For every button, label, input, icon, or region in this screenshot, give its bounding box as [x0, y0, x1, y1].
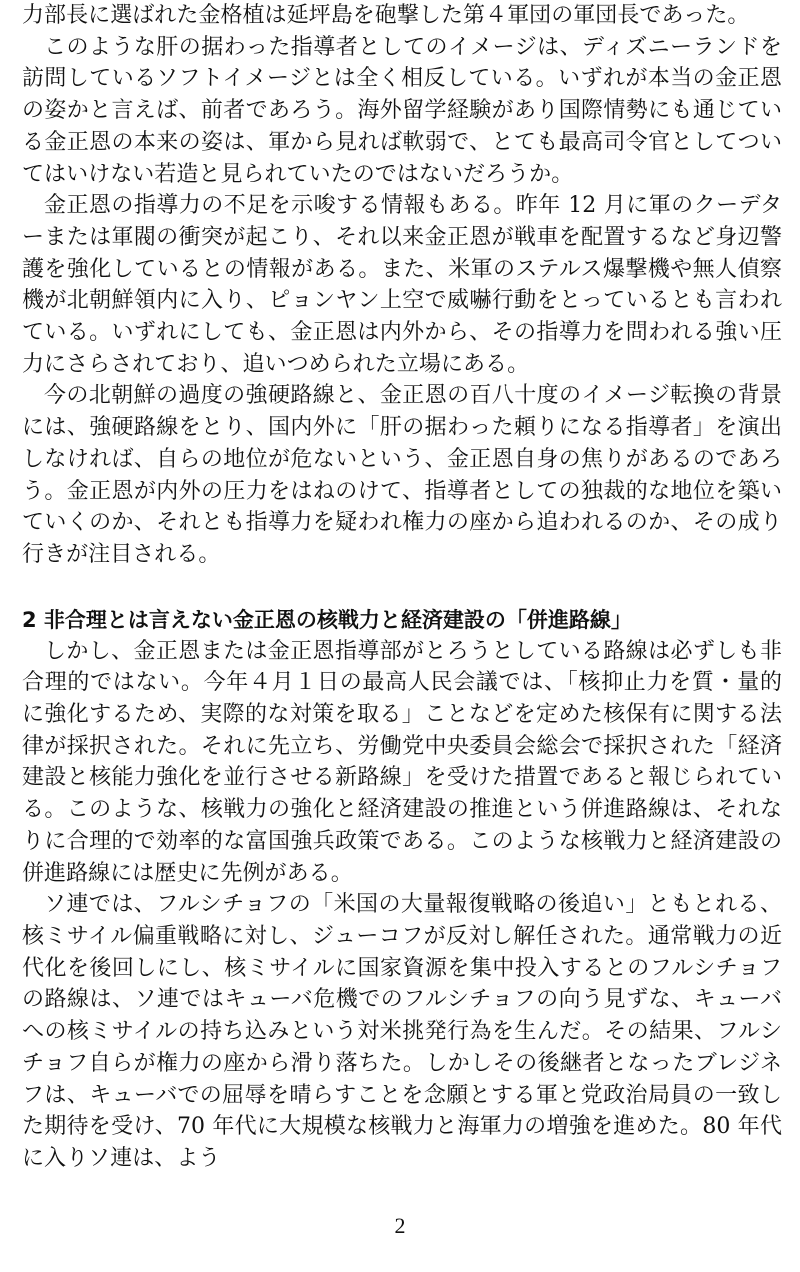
body-text-bottom [22, 636, 782, 1175]
paragraph: 金正恩の指導力の不足を示唆する情報もある。昨年 12 月に軍のクーデターまたは軍閥の衝突が起こり、それ以来金正恩が戦車を配置するなど身辺警護を強化しているとの情報がある。また、米軍のステルス爆撃機や無人偵察機が北朝鮮領内に入り、ピョンヤン上空で威嚇行動をとっているとも言われている。いずれにしても、金正恩は内外から、その指導力を問われる強い圧力にさらされており、追いつめられた立場にある。 [22, 193, 782, 377]
page-number: 2 [394, 1213, 406, 1238]
paragraph: このような肝の据わった指導者としてのイメージは、ディズニーランドを訪問しているソフトイメージとは全く相反している。いずれが本当の金正恩の姿かと言えば、前者であろう。海外留学経験があり国際情勢にも通じている金正恩の本来の姿は、軍から見れば軟弱で、とても最高司令官としてついてはいけない若造と見られていたのではないだろうか。 [22, 34, 782, 187]
paragraph: 力部長に選ばれた金格植は延坪島を砲撃した第４軍団の軍団長であった。 [22, 3, 750, 28]
paragraph: ソ連では、フルシチョフの「米国の大量報復戦略の後追い」ともとれる、核ミサイル偏重戦略に対し、ジューコフが反対し解任された。通常戦力の近代化を後回しにし、核ミサイルに国家資源を集中投入するとのフルシチョフの路線は、ソ連ではキューバ危機でのフルシチョフの向う見ずな、キューバへの核ミサイルの持ち込みという対米挑発行為を生んだ。その結果、フルシチョフ自らが権力の座から滑り落ちた。しかしその後継者となったブレジネフは、キューバでの屈辱を晴らすことを念願とする軍と党政治局員の一致した期待を受け、70 年代に大規模な核戦力と海軍力の増強を進めた。80 年代に入りソ連は、よう [22, 892, 782, 1171]
body-text-top [22, 0, 782, 571]
section-gap [22, 571, 782, 604]
paragraph: 今の北朝鮮の過度の強硬路線と、金正恩の百八十度のイメージ転換の背景には、強硬路線をとり、国内外に「肝の据わった頼りになる指導者」を演出しなければ、自らの地位が危ないという、金正恩自身の焦りがあるのであろう。金正恩が内外の圧力をはねのけて、指導者としての独裁的な地位を築いていくのか、それとも指導力を疑われ権力の座から追われるのか、その成り行きが注目される。 [22, 383, 782, 567]
section-heading: 2 非合理とは言えない金正恩の核戦力と経済建設の「併進路線」 [22, 607, 632, 632]
paragraph: しかし、金正恩または金正恩指導部がとろうとしている路線は必ずしも非合理的ではない。今年４月１日の最高人民会議では、「核抑止力を質・量的に強化するため、実際的な対策を取る」ことなどを定めた核保有に関する法律が採択された。それに先立ち、労働党中央委員会総会で採択された「経済建設と核能力強化を並行させる新路線」を受けた措置であると報じられている。このような、核戦力の強化と経済建設の推進という併進路線は、それなりに合理的で効率的な富国強兵政策である。このような核戦力と経済建設の併進路線には歴史に先例がある。 [22, 638, 782, 886]
document-page [22, 0, 782, 1175]
